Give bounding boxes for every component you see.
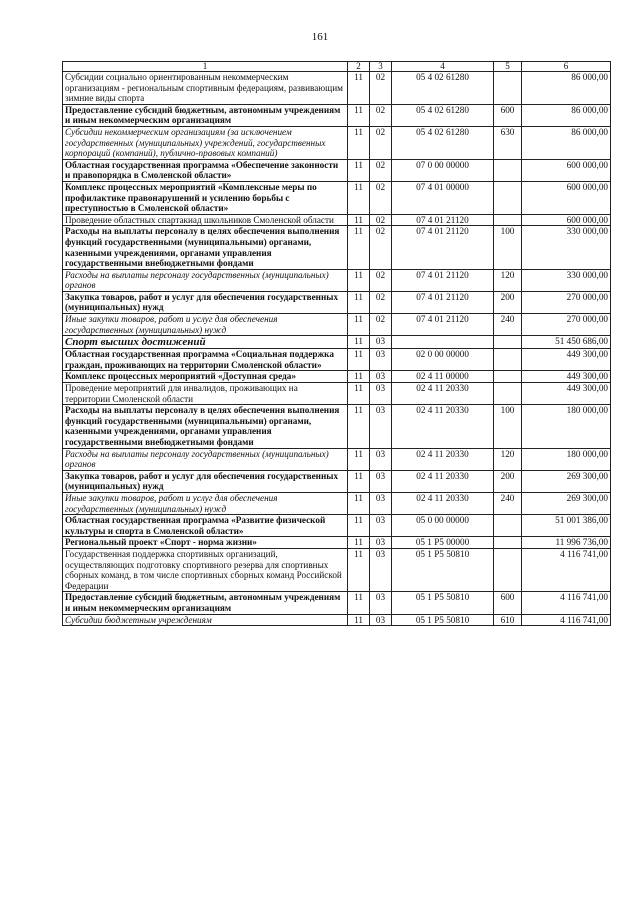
row-amount: 180 000,00 [522,448,611,470]
row-section: 11 [348,371,370,383]
row-amount: 269 300,00 [522,492,611,514]
row-amount: 11 996 736,00 [522,537,611,549]
table-row [63,269,611,291]
table-row [63,126,611,159]
row-target-code: 07 4 01 21120 [392,314,494,336]
row-section: 11 [348,383,370,405]
row-target-code: 05 1 P5 50810 [392,614,494,626]
row-section: 11 [348,104,370,126]
table-row [63,515,611,537]
row-section: 11 [348,314,370,336]
row-name: Областная государственная программа «Обеспечение законности и правопорядка в Смоленской области» [63,159,348,181]
table-row [63,72,611,105]
page-number: 161 [311,31,329,43]
row-target-code: 07 4 01 21120 [392,214,494,226]
row-section: 11 [348,515,370,537]
row-name: Расходы на выплаты персоналу в целях обеспечения выполнения функций государственными (муниципальными) органами, казенными учреждениями, органами управления государственными внебюджетными фондами [63,405,348,448]
table-row [63,226,611,269]
table-row [63,181,611,214]
row-section: 11 [348,614,370,626]
row-subsection: 02 [370,314,392,336]
col-header-2: 2 [348,62,370,72]
row-subsection: 03 [370,405,392,448]
row-amount: 4 116 741,00 [522,614,611,626]
row-expense-type: 120 [494,269,522,291]
row-expense-type: 600 [494,592,522,614]
row-expense-type [494,336,522,349]
row-name: Иные закупки товаров, работ и услуг для обеспечения государственных (муниципальных) нужд [63,492,348,514]
row-expense-type: 630 [494,126,522,159]
table-row [63,349,611,371]
table-row [63,371,611,383]
row-expense-type [494,214,522,226]
col-header-1: 1 [63,62,348,72]
row-name: Закупка товаров, работ и услуг для обеспечения государственных (муниципальных) нужд [63,291,348,313]
table-row [63,104,611,126]
row-amount: 86 000,00 [522,126,611,159]
row-subsection: 03 [370,537,392,549]
row-subsection: 03 [370,383,392,405]
row-subsection: 03 [370,470,392,492]
row-name: Областная государственная программа «Развитие физической культуры и спорта в Смоленской области» [63,515,348,537]
row-target-code: 05 4 02 61280 [392,72,494,105]
table-row [63,470,611,492]
row-amount: 4 116 741,00 [522,548,611,591]
row-subsection: 02 [370,72,392,105]
table-row [63,614,611,626]
row-expense-type [494,548,522,591]
row-name: Комплекс процессных мероприятий «Доступная среда» [63,371,348,383]
row-amount: 330 000,00 [522,226,611,269]
row-amount: 86 000,00 [522,104,611,126]
table-header-row [63,62,611,72]
row-subsection: 02 [370,181,392,214]
row-expense-type: 240 [494,492,522,514]
row-name: Субсидии социально ориентированным некоммерческим организациям - региональным спортивным федерациям, развивающим зимние виды спорта [63,72,348,105]
row-amount: 4 116 741,00 [522,592,611,614]
row-target-code: 05 1 P5 50810 [392,548,494,591]
row-section: 11 [348,470,370,492]
row-name: Субсидии бюджетным учреждениям [63,614,348,626]
row-section: 11 [348,226,370,269]
row-target-code: 07 0 00 00000 [392,159,494,181]
table-row [63,383,611,405]
row-section: 11 [348,336,370,349]
row-expense-type: 100 [494,405,522,448]
row-target-code: 02 4 11 20330 [392,492,494,514]
table-body [63,72,611,626]
row-subsection: 03 [370,614,392,626]
row-amount: 449 300,00 [522,383,611,405]
col-header-3: 3 [370,62,392,72]
row-section: 11 [348,405,370,448]
col-header-4: 4 [392,62,494,72]
row-name: Областная государственная программа «Социальная поддержка граждан, проживающих на территории Смоленской области» [63,349,348,371]
row-target-code: 02 4 11 20330 [392,448,494,470]
row-name: Субсидии некоммерческим организациям (за исключением государственных (муниципальных) учреждений, государственных корпораций (компаний), публично-правовых компаний) [63,126,348,159]
row-subsection: 02 [370,269,392,291]
row-target-code: 02 0 00 00000 [392,349,494,371]
row-expense-type: 100 [494,226,522,269]
row-section: 11 [348,269,370,291]
table-row [63,492,611,514]
row-expense-type: 610 [494,614,522,626]
row-target-code: 07 4 01 21120 [392,269,494,291]
row-subsection: 02 [370,159,392,181]
row-expense-type [494,383,522,405]
row-amount: 270 000,00 [522,291,611,313]
row-amount: 51 001 386,00 [522,515,611,537]
row-section: 11 [348,492,370,514]
row-amount: 269 300,00 [522,470,611,492]
table-row [63,159,611,181]
row-target-code: 02 4 11 00000 [392,371,494,383]
table-row [63,537,611,549]
table-row [63,314,611,336]
row-section: 11 [348,548,370,591]
row-expense-type: 240 [494,314,522,336]
row-name: Предоставление субсидий бюджетным, автономным учреждениям и иным некоммерческим организациям [63,104,348,126]
row-section: 11 [348,537,370,549]
row-section: 11 [348,448,370,470]
row-name: Закупка товаров, работ и услуг для обеспечения государственных (муниципальных) нужд [63,470,348,492]
row-subsection: 02 [370,104,392,126]
row-name: Предоставление субсидий бюджетным, автономным учреждениям и иным некоммерческим организациям [63,592,348,614]
row-section: 11 [348,159,370,181]
row-amount: 86 000,00 [522,72,611,105]
row-name: Расходы на выплаты персоналу государственных (муниципальных) органов [63,448,348,470]
row-amount: 330 000,00 [522,269,611,291]
row-amount: 270 000,00 [522,314,611,336]
table-row [63,214,611,226]
row-subsection: 03 [370,371,392,383]
row-expense-type [494,181,522,214]
row-amount: 600 000,00 [522,159,611,181]
row-target-code: 02 4 11 20330 [392,383,494,405]
row-target-code: 07 4 01 21120 [392,226,494,269]
row-section: 11 [348,126,370,159]
row-amount: 180 000,00 [522,405,611,448]
row-subsection: 03 [370,336,392,349]
col-header-5: 5 [494,62,522,72]
row-target-code: 05 4 02 61280 [392,104,494,126]
row-expense-type [494,72,522,105]
table-row [63,548,611,591]
row-subsection: 02 [370,226,392,269]
row-name: Проведение областных спартакиад школьников Смоленской области [63,214,348,226]
row-target-code: 05 1 P5 00000 [392,537,494,549]
row-section: 11 [348,181,370,214]
row-expense-type: 600 [494,104,522,126]
row-expense-type [494,537,522,549]
row-expense-type: 200 [494,470,522,492]
row-target-code: 05 0 00 00000 [392,515,494,537]
row-subsection: 03 [370,492,392,514]
row-subsection: 02 [370,291,392,313]
col-header-6: 6 [522,62,611,72]
row-section: 11 [348,592,370,614]
table-row [63,336,611,349]
row-subsection: 03 [370,592,392,614]
row-amount: 600 000,00 [522,214,611,226]
row-target-code: 07 4 01 21120 [392,291,494,313]
row-subsection: 03 [370,548,392,591]
row-target-code: 05 1 P5 50810 [392,592,494,614]
row-amount: 51 450 686,00 [522,336,611,349]
row-subsection: 03 [370,349,392,371]
row-name: Проведение мероприятий для инвалидов, проживающих на территории Смоленской области [63,383,348,405]
row-expense-type [494,349,522,371]
table-row [63,405,611,448]
row-target-code [392,336,494,349]
row-name: Комплекс процессных мероприятий «Комплексные меры по профилактике правонарушений и усилению борьбы с преступностью в Смоленской области» [63,181,348,214]
row-target-code: 05 4 02 61280 [392,126,494,159]
table-row [63,291,611,313]
row-subsection: 02 [370,214,392,226]
budget-table [62,61,611,626]
row-target-code: 02 4 11 20330 [392,470,494,492]
row-name: Государственная поддержка спортивных организаций, осуществляющих подготовку спортивного резерва для спортивных сборных команд, в том числе спортивных сборных команд Российской Федерации [63,548,348,591]
row-expense-type [494,515,522,537]
row-name: Региональный проект «Спорт - норма жизни» [63,537,348,549]
row-section: 11 [348,291,370,313]
row-section: 11 [348,214,370,226]
row-name: Спорт высших достижений [63,336,348,349]
row-section: 11 [348,72,370,105]
row-expense-type [494,159,522,181]
row-amount: 600 000,00 [522,181,611,214]
row-subsection: 02 [370,126,392,159]
row-expense-type: 120 [494,448,522,470]
table-row [63,448,611,470]
table-row [63,592,611,614]
row-target-code: 07 4 01 00000 [392,181,494,214]
row-subsection: 03 [370,515,392,537]
row-section: 11 [348,349,370,371]
row-expense-type: 200 [494,291,522,313]
row-amount: 449 300,00 [522,371,611,383]
row-name: Иные закупки товаров, работ и услуг для обеспечения государственных (муниципальных) нужд [63,314,348,336]
row-target-code: 02 4 11 20330 [392,405,494,448]
row-name: Расходы на выплаты персоналу государственных (муниципальных) органов [63,269,348,291]
row-amount: 449 300,00 [522,349,611,371]
row-expense-type [494,371,522,383]
row-name: Расходы на выплаты персоналу в целях обеспечения выполнения функций государственными (муниципальными) органами, казенными учреждениями, органами управления государственными внебюджетными фондами [63,226,348,269]
row-subsection: 03 [370,448,392,470]
